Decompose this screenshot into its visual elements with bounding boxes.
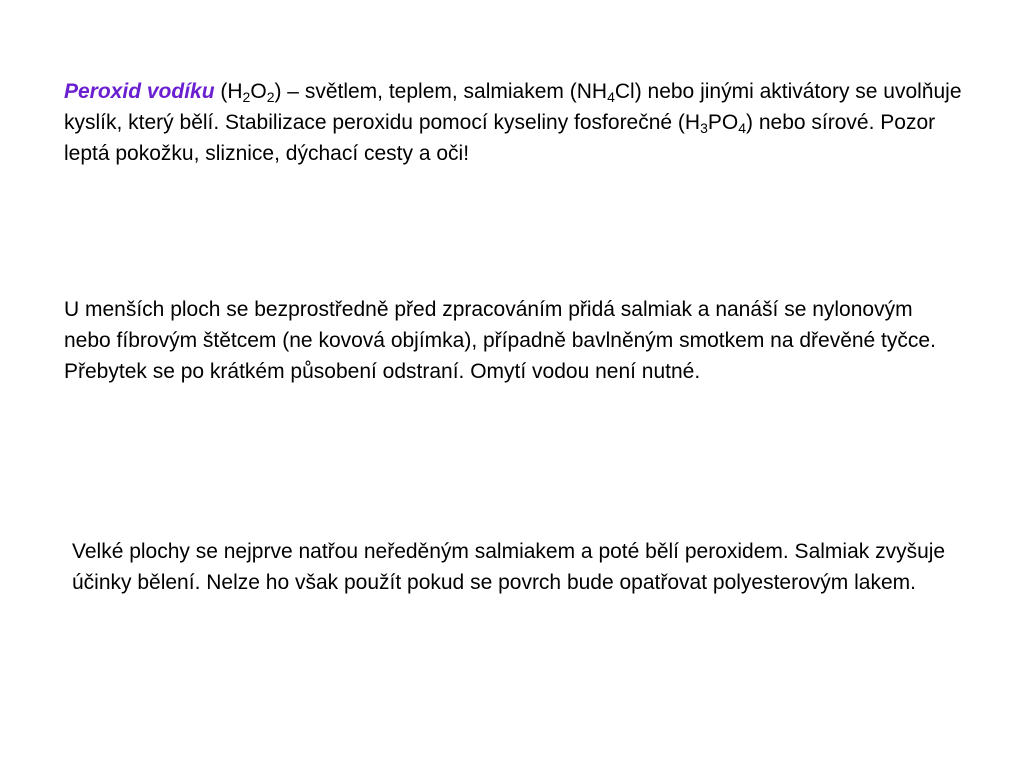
text-segment: Cl) nebo jinými aktivátory se uvolňuje kyslík, který bělí. Stabilizace peroxidu pomocí kyseliny fosforečné (H [64, 80, 962, 134]
text-segment: ) – světlem, teplem, salmiakem (NH [274, 80, 608, 103]
formula-h3po4-po: PO [707, 111, 739, 134]
term-peroxid-vodiku: Peroxid vodíku [64, 80, 215, 103]
subscript: 2 [266, 89, 275, 105]
paragraph-small-surfaces: U menších ploch se bezprostředně před zpracováním přidá salmiak a nanáší se nylonovým nebo fíbrovým štětcem (ne kovová objímka), případně bavlněným smotkem na dřevěné tyčce. Přebytek se po krátkém působení odstraní. Omytí vodou není nutné. [64, 298, 936, 383]
subscript: 4 [738, 120, 747, 136]
text-segment: ) nebo sírové. Pozor leptá pokožku, sliznice, dýchací cesty a oči! [64, 111, 936, 165]
subscript: 4 [607, 89, 615, 105]
subscript: 2 [242, 89, 251, 105]
subscript: 3 [700, 120, 708, 136]
formula-h2o2-open: (H [214, 80, 243, 103]
paragraph-hydrogen-peroxide [64, 76, 984, 169]
paragraph-large-surfaces: Velké plochy se nejprve natřou neředěným salmiakem a poté bělí peroxidem. Salmiak zvyšuje účinky bělení. Nelze ho však použít pokud se povrch bude opatřovat polyesterovým lakem. [72, 540, 946, 594]
formula-h2o2-o: O [250, 80, 267, 103]
